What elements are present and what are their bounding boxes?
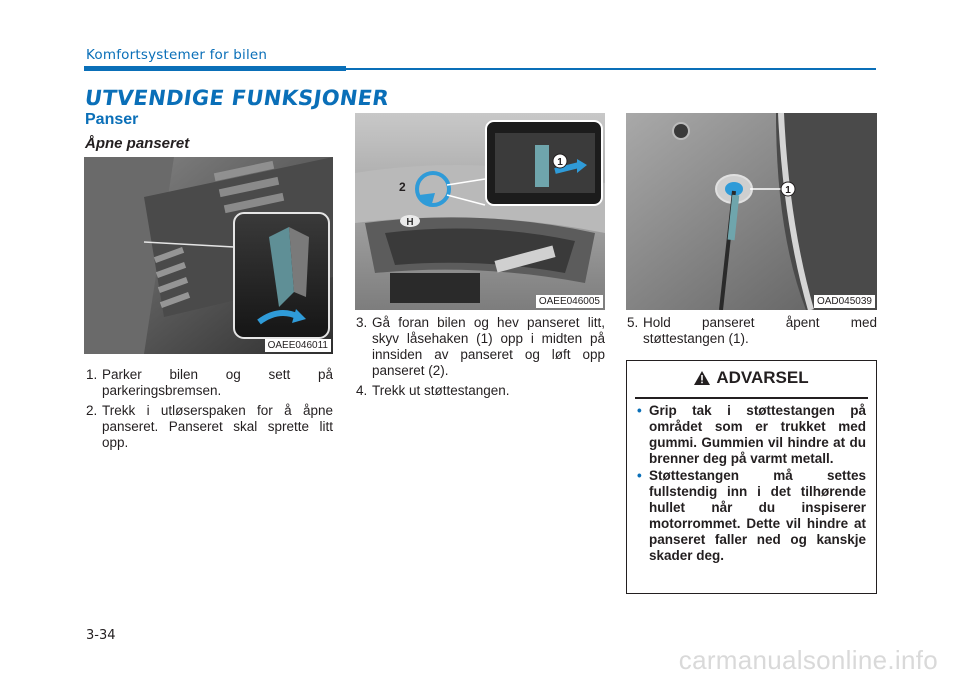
warning-text: Støttestangen må settes fullstendig inn i det tilhørende hullet når du inspiserer motorrommet. Dette vil hindre at panseret faller ned og kanskje skader deg.: [649, 468, 866, 563]
callout-1: 1: [785, 185, 791, 196]
warning-header: [627, 361, 876, 395]
step-number: 2.: [86, 403, 98, 418]
step-text: Hold panseret åpent med støttestangen (1).: [643, 315, 877, 346]
figure-caption: OAEE046005: [536, 295, 603, 308]
step-text: Trekk i utløserspaken for å åpne panseret. Panseret skal sprette litt opp.: [102, 403, 333, 450]
watermark: carmanualsonline.info: [678, 645, 938, 675]
figure-support-rod: [626, 113, 877, 310]
section-label: Komfortsystemer for bilen: [86, 47, 268, 63]
steps-column-2: [356, 315, 605, 403]
header-rule: [346, 68, 876, 70]
step-item: [356, 383, 605, 399]
step-item: [86, 403, 333, 451]
steps-column-3: [627, 315, 877, 351]
header-accent-bar: [84, 66, 346, 71]
step-text: Gå foran bilen og hev panseret litt, skyv låsehaken (1) opp i midten på innsiden av panseret og løft opp panseret (2).: [372, 315, 605, 378]
support-rod-illustration: [626, 113, 877, 310]
page-title: UTVENDIGE FUNKSJONER: [83, 86, 391, 110]
warning-list: [637, 403, 866, 565]
warning-item: [637, 403, 866, 467]
figure-hood-latch: [355, 113, 605, 310]
bullet-icon: •: [637, 403, 642, 418]
step-text: Trekk ut støttestangen.: [372, 383, 510, 398]
warning-text: Grip tak i støttestangen på området som er trukket med gummi. Gummien vil hindre at du brenner deg på varmt metall.: [649, 403, 866, 466]
page-number: 3-34: [86, 628, 116, 643]
step-item: [627, 315, 877, 347]
step-number: 1.: [86, 367, 98, 382]
step-number: 4.: [356, 383, 368, 398]
section-heading: Panser: [85, 111, 139, 128]
step-item: [356, 315, 605, 379]
callout-1: 1: [557, 157, 563, 168]
hood-latch-illustration: [355, 113, 605, 310]
step-text: Parker bilen og sett på parkeringsbremsen.: [102, 367, 333, 398]
steps-column-1: [86, 367, 333, 455]
figure-caption: OAD045039: [814, 295, 875, 308]
figure-caption: OAEE046011: [265, 339, 331, 352]
warning-divider: [635, 397, 868, 399]
step-number: 5.: [627, 315, 639, 330]
figure-hood-release-lever: [84, 157, 333, 354]
warning-title: ADVARSEL: [716, 368, 809, 387]
warning-triangle-icon: [694, 371, 710, 385]
svg-text:H: H: [406, 217, 414, 228]
subsection-heading: Åpne panseret: [85, 135, 190, 152]
callout-2: 2: [399, 180, 406, 194]
step-item: [86, 367, 333, 399]
hood-release-illustration: [84, 157, 333, 354]
bullet-icon: •: [637, 468, 642, 483]
warning-item: [637, 468, 866, 564]
step-number: 3.: [356, 315, 368, 330]
warning-box: [626, 360, 877, 594]
